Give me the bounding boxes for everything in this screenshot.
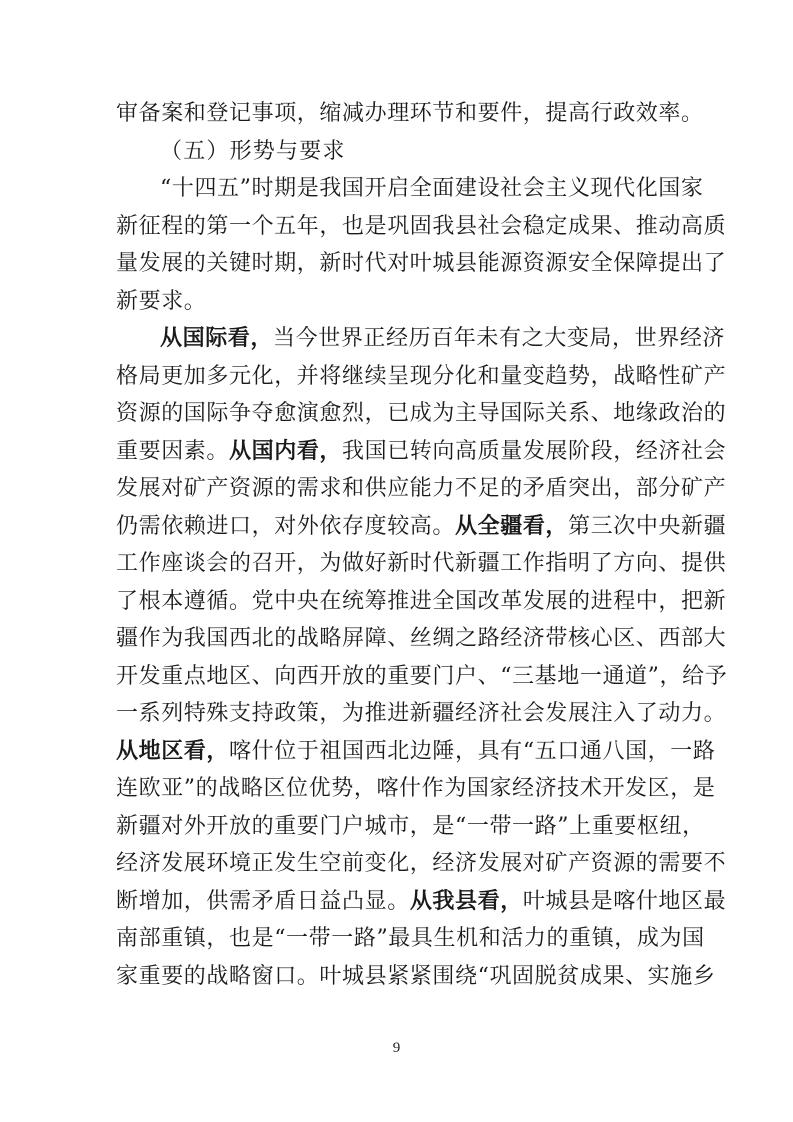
text-line: 开发重点地区、向西开放的重要门户、“三基地一通道”，给予 <box>116 663 728 689</box>
text-line: 经济发展环境正发生空前变化，经济发展对矿产资源的需要不 <box>116 851 727 876</box>
page-number: 9 <box>392 1040 401 1056</box>
text-line <box>116 733 716 771</box>
bold-lead-phrase: 从全疆看， <box>455 512 569 539</box>
text-run: 叶城县是喀什地区最 <box>522 888 727 914</box>
text-line: 连欧亚”的战略区位优势，喀什作为国家经济技术开发区，是 <box>116 776 716 801</box>
text-run: 我国已转向高质量发展阶段，经济社会 <box>342 438 727 464</box>
bold-lead-phrase: 从国际看， <box>160 325 274 351</box>
text-run: 喀什位于祖国西北边陲，具有“五口通八国，一路 <box>229 738 716 764</box>
text-line: 新疆对外开放的重要门户城市，是“一带一路”上重要枢纽， <box>116 813 705 839</box>
section-heading: （五）形势与要求 <box>160 138 346 164</box>
text-line <box>116 433 727 471</box>
text-line: 发展对矿产资源的需求和供应能力不足的矛盾突出，部分矿产 <box>116 476 727 501</box>
bold-lead-phrase: 从我县看， <box>409 887 523 914</box>
text-run: 重要因素。 <box>116 438 230 464</box>
text-line: 新要求。 <box>116 288 207 314</box>
body-text <box>116 95 728 995</box>
text-line: 工作座谈会的召开，为做好新时代新疆工作指明了方向、提供 <box>116 551 727 576</box>
text-run: 第三次中央新疆 <box>568 513 727 539</box>
text-line: 了根本遵循。党中央在统筹推进全国改革发展的进程中，把新 <box>116 588 727 614</box>
text-line: 新征程的第一个五年，也是巩固我县社会稳定成果、推动高质 <box>116 213 727 239</box>
text-run: 断增加，供需矛盾日益凸显。 <box>116 888 410 914</box>
text-line: 疆作为我国西北的战略屏障、丝绸之路经济带核心区、西部大 <box>116 626 727 651</box>
bold-lead-phrase: 从国内看， <box>229 437 343 464</box>
text-line: 量发展的关键时期，新时代对叶城县能源资源安全保障提出了 <box>116 251 727 276</box>
text-line: 格局更加多元化，并将继续呈现分化和量变趋势，战略性矿产 <box>116 363 727 389</box>
text-line: “十四五”时期是我国开启全面建设社会主义现代化国家 <box>160 176 704 201</box>
text-line <box>116 883 727 921</box>
text-line: 一系列特殊支持政策，为推进新疆经济社会发展注入了动力。 <box>116 701 727 726</box>
text-line: 资源的国际争夺愈演愈烈，已成为主导国际关系、地缘政治的 <box>116 401 727 426</box>
text-line: 家重要的战略窗口。叶城县紧紧围绕“巩固脱贫成果、实施乡 <box>116 963 716 989</box>
text-run: 当今世界正经历百年未有之大变局，世界经济 <box>273 326 726 351</box>
text-line: 审备案和登记事项，缩减办理环节和要件，提高行政效率。 <box>116 101 704 126</box>
text-line: 南部重镇，也是“一带一路”最具生机和活力的重镇，成为国 <box>116 926 705 951</box>
text-line <box>116 320 726 358</box>
text-line <box>116 508 727 546</box>
bold-lead-phrase: 从地区看， <box>116 737 230 764</box>
text-run: 仍需依赖进口，对外依存度较高。 <box>116 513 456 539</box>
